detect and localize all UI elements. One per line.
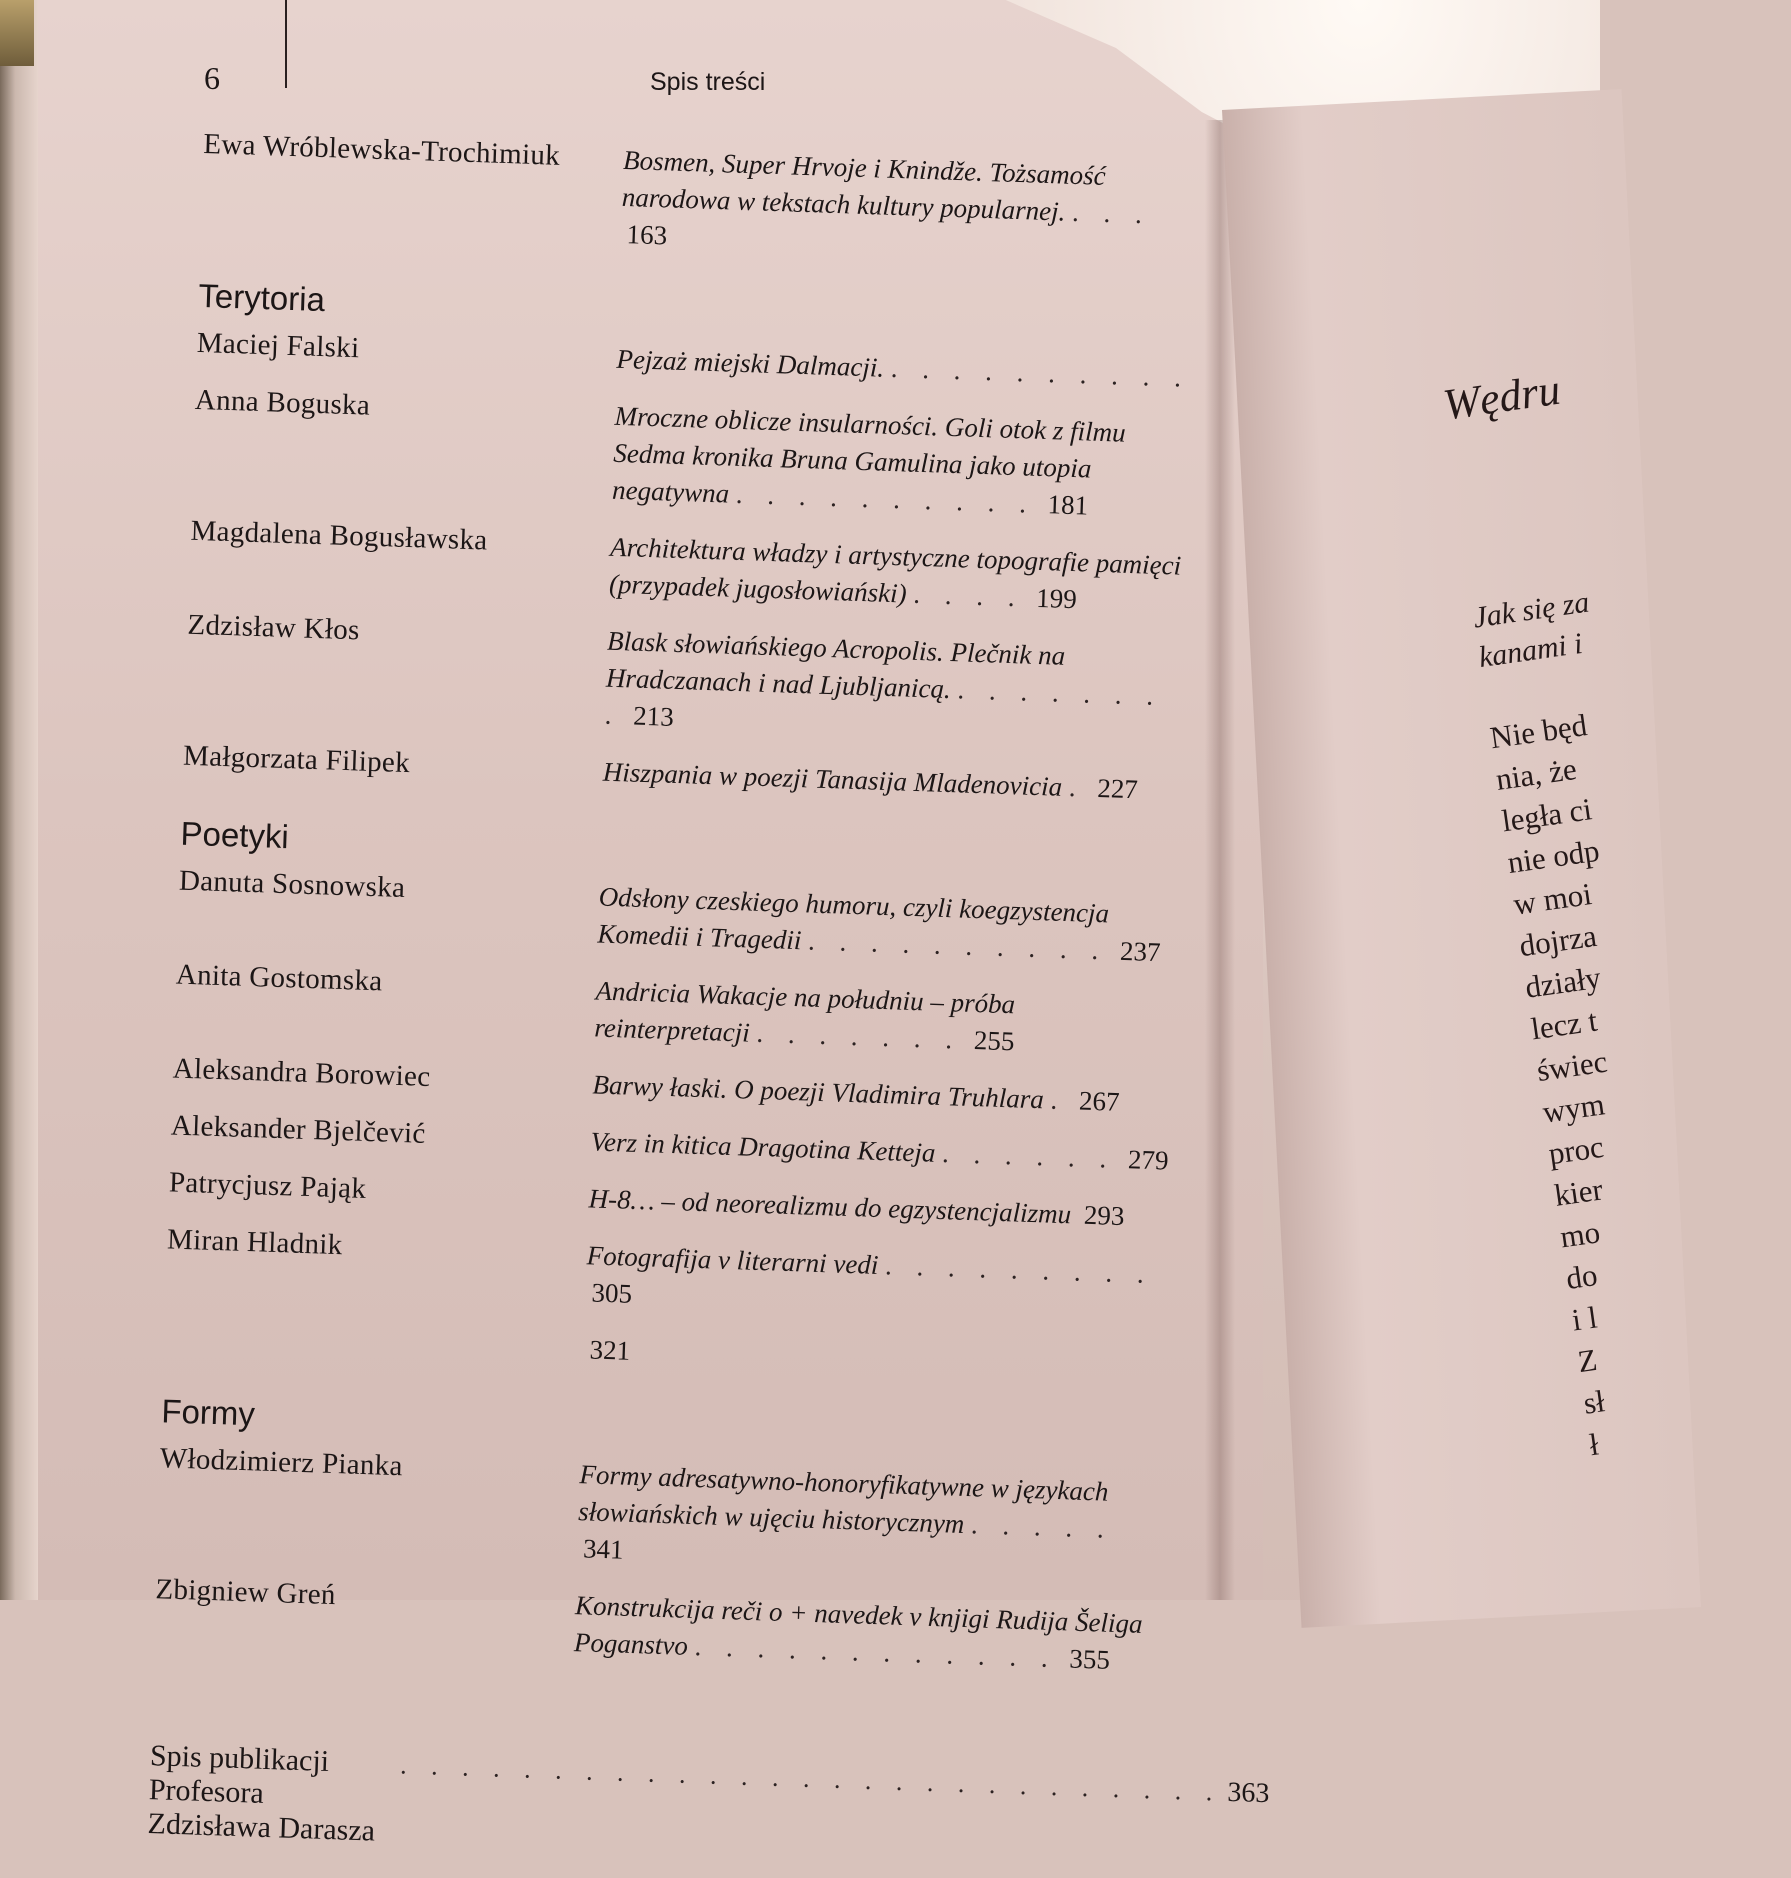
body-line: Nie będ: [1487, 707, 1590, 756]
toc-page: 199: [1035, 582, 1078, 615]
body-line: sł: [1581, 1383, 1607, 1421]
toc-author: Miran Hladnik: [166, 1223, 344, 1262]
toc-page: 267: [1078, 1085, 1120, 1117]
leader-dots: . . . . . . . . . .: [890, 352, 1191, 393]
body-line: i l: [1569, 1299, 1600, 1338]
toc-title: Blask słowiańskiego Acropolis. Plečnik na Hradczanach i nad Ljubljanicą.: [605, 625, 1066, 705]
toc-author: Maciej Falski: [196, 326, 360, 365]
toc-author: Zdzisław Kłos: [186, 608, 361, 647]
leader-dots: . . . .: [912, 578, 1025, 613]
leader-dots: . . . . . . . . . . . .: [694, 1631, 1058, 1674]
toc-page: 279: [1127, 1144, 1170, 1176]
toc-author: Anna Boguska: [194, 383, 371, 422]
leader-dots: . . . . .: [970, 1509, 1114, 1544]
toc-page: 355: [1068, 1643, 1111, 1675]
leader-dots: . . . . . . . . . .: [807, 925, 1108, 966]
subtitle-line: kanami i: [1476, 626, 1585, 675]
toc-page: 321: [589, 1334, 631, 1366]
toc-page: 227: [1096, 772, 1139, 805]
toc-title: Fotografija v literarni vedi: [586, 1240, 879, 1280]
toc-entry: [174, 959, 1296, 1070]
toc-title-cell: [592, 1066, 1173, 1122]
toc-title: Architektura władzy i artystyczne topografie pamięci (przypadek jugosłowiański): [608, 531, 1182, 609]
toc-title-cell: [588, 1180, 1169, 1236]
section-heading: Poetyki: [179, 814, 290, 856]
leader-dots: . . . . . . . .: [604, 674, 1163, 731]
section-formy: [154, 1392, 1282, 1684]
toc-author: Aleksandra Borowiec: [172, 1052, 431, 1094]
facing-page-subtitle: [1471, 571, 1680, 678]
toc-title: Verz in kitica Dragotina Ketteja: [590, 1126, 936, 1168]
body-line: świec: [1534, 1043, 1610, 1089]
toc-title-cell: [612, 398, 1195, 528]
closing-title: Spis publikacji Profesora Zdzisława Darasza: [147, 1739, 376, 1848]
toc-title: Pejzaż miejski Dalmacji.: [616, 343, 885, 383]
section-heading: Formy: [160, 1392, 256, 1433]
section-poetyki: [163, 815, 1300, 1392]
body-line: proc: [1546, 1128, 1606, 1172]
toc-page: 237: [1119, 935, 1161, 968]
body-line: legła ci: [1499, 791, 1594, 839]
body-line: działy: [1522, 959, 1603, 1005]
toc-title: H-8… – od neorealizmu do egzystencjalizmu: [588, 1183, 1072, 1230]
closing-page: 363: [1226, 1776, 1270, 1810]
toc-title-cell: [620, 142, 1203, 272]
section-heading: Terytoria: [197, 276, 326, 319]
leader-dots: . . . . . . . . .: [884, 1250, 1154, 1290]
body-line: nia, że: [1493, 750, 1579, 797]
toc-title-cell: [583, 1331, 1164, 1387]
toc-title: Odsłony czeskiego humoru, czyli koegzystencja Komedii i Tragedii: [597, 881, 1110, 956]
gilded-edge: [0, 0, 34, 66]
toc-title-cell: [585, 1237, 1167, 1330]
body-line: w moi: [1511, 876, 1594, 922]
toc-author: Anita Gostomska: [175, 958, 384, 998]
toc-author: Danuta Sosnowska: [178, 864, 406, 905]
toc-title: Bosmen, Super Hrvoje i Knindže. Tożsamość narodowa w tekstach kultury popularnej.: [621, 144, 1107, 227]
toc-title-cell: [573, 1587, 1155, 1680]
toc-title-cell: [576, 1456, 1159, 1586]
toc-title: Barwy łaski. O poezji Vladimira Truhlara: [592, 1069, 1045, 1115]
toc-page: 305: [591, 1277, 633, 1309]
body-line: do: [1563, 1257, 1600, 1296]
toc-author: Aleksander Bjelčević: [170, 1109, 427, 1150]
toc-title-cell: [597, 879, 1179, 972]
toc-entry: [192, 384, 1315, 532]
toc-author: Patrycjusz Pająk: [168, 1166, 367, 1205]
leader-dots: .: [1050, 1084, 1067, 1116]
leader-dots: . . . . . . . . . .: [735, 478, 1036, 519]
leader-dots: . . . . . . .: [756, 1017, 962, 1055]
toc-title-cell: [604, 623, 1187, 753]
toc-entry: [165, 1223, 1287, 1334]
page-number: 6: [204, 60, 220, 96]
closing-entry: [147, 1739, 1270, 1878]
toc-entry: [157, 1442, 1280, 1590]
leader-dots: . . .: [1071, 196, 1152, 230]
body-line: wym: [1540, 1086, 1607, 1130]
header-rule: [285, 0, 287, 88]
body-line: Z: [1575, 1341, 1600, 1380]
toc-title: Andricia Wakacje na południu – próba reinterpretacji: [593, 975, 1016, 1048]
body-line: lecz t: [1528, 1002, 1600, 1047]
leader-dots: . . . . . .: [941, 1138, 1116, 1174]
toc-page: 255: [973, 1025, 1015, 1057]
body-line: mo: [1558, 1214, 1603, 1255]
toc-title-cell: [616, 341, 1197, 397]
toc-author: Zbigniew Greń: [154, 1573, 337, 1612]
subtitle-line: Jak się za: [1471, 585, 1592, 635]
toc-page: 293: [1083, 1199, 1125, 1232]
toc-author: Włodzimierz Pianka: [159, 1442, 404, 1483]
toc-title: Konstrukcija reči o + navedek v knjigi Rudija Šeliga Poganstvo: [573, 1590, 1144, 1661]
toc-page: 341: [582, 1533, 625, 1565]
toc-title-cell: [590, 1123, 1171, 1179]
body-line: kier: [1552, 1171, 1605, 1213]
toc-entry: [189, 515, 1311, 626]
toc-title-cell: [594, 972, 1176, 1065]
toc-page: 213: [632, 700, 675, 732]
toc-author: Magdalena Bogusławska: [190, 514, 489, 557]
toc-author: [165, 1317, 585, 1331]
toc-title: Formy adresatywno-honoryfikatywne w językach słowiańskich w ujęciu historycznym: [577, 1459, 1109, 1539]
toc-page: 163: [626, 219, 668, 251]
toc-page: 181: [1047, 489, 1089, 521]
toc-entry: [184, 609, 1307, 757]
facing-page-heading: Wędru: [1440, 364, 1564, 430]
toc-title-cell: [608, 529, 1190, 622]
body-line: dojrza: [1517, 917, 1599, 964]
body-line: ł: [1587, 1426, 1601, 1463]
running-head: Spis treści: [650, 68, 766, 96]
body-line: nie odp: [1505, 832, 1602, 881]
toc-author: Małgorzata Filipek: [182, 739, 411, 780]
section-terytoria: [182, 277, 1318, 814]
toc-title-cell: [602, 754, 1183, 810]
leader-dots: . . . . . . . . . . . . . . . . . . . . . . . . . . .: [399, 1750, 1222, 1807]
table-of-contents: [147, 128, 1323, 1878]
leader-dots: .: [1068, 772, 1086, 803]
toc-author: Ewa Wróblewska-Trochimiuk: [202, 128, 561, 172]
toc-title: Hiszpania w poezji Tanasija Mladenovicia: [602, 756, 1063, 802]
book-edge: [0, 0, 38, 1600]
toc-title: Mroczne oblicze insularności. Goli otok z filmu Sedma kronika Bruna Gamulina jako utopia negatywna: [611, 400, 1127, 509]
toc-entry: [154, 1573, 1276, 1684]
